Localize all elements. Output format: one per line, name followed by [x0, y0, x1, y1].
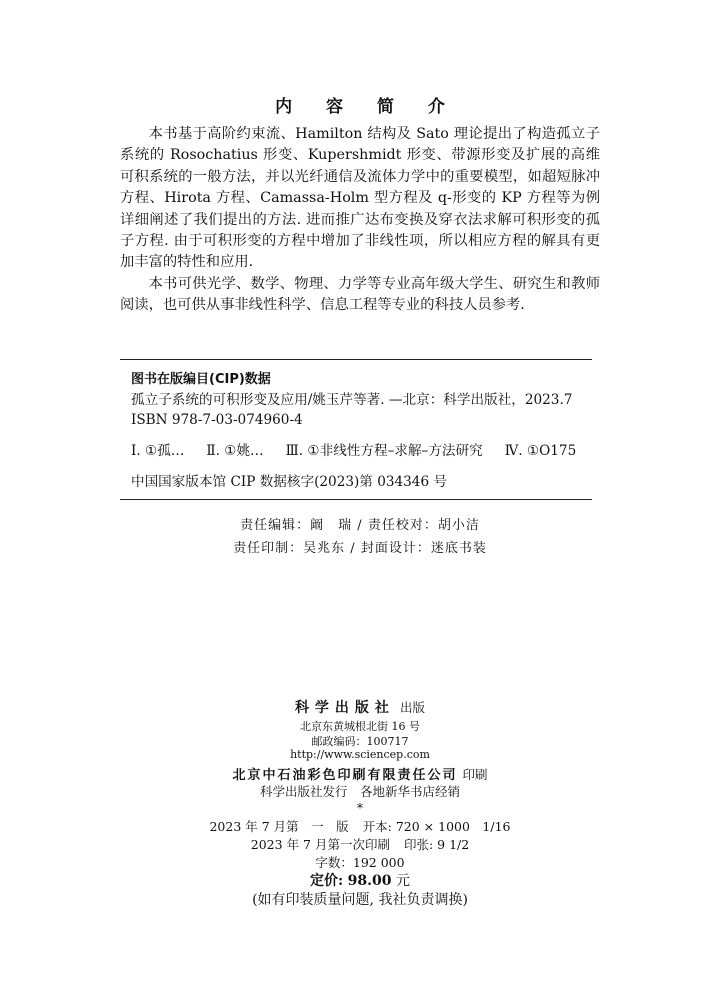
price-label: 定价:	[310, 873, 344, 889]
printer-line	[0, 764, 720, 783]
cip-record: 中国国家版本馆 CIP 数据核字(2023)第 034346 号	[131, 474, 448, 490]
publisher-line	[0, 697, 720, 717]
cip-top-rule	[120, 359, 592, 360]
cip-class-4: Ⅳ. ①O175	[504, 443, 577, 459]
cip-title-line: 孤立子系统的可积形变及应用/姚玉芹等著. —北京：科学出版社，2023.7	[131, 392, 573, 408]
publisher-address: 北京东黄城根北街 16 号	[300, 720, 420, 733]
publisher-postcode: 邮政编码：100717	[311, 735, 409, 748]
cip-isbn: ISBN 978-7-03-074960-4	[131, 412, 303, 428]
distribution-line: 科学出版社发行 各地新华书店经销	[259, 784, 460, 799]
credits-line-2: 责任印制：吴兆东 / 封面设计：迷底书装	[233, 541, 487, 556]
credits-line-1: 责任编辑：阚 瑞 / 责任校对：胡小洁	[240, 518, 480, 533]
price-line	[0, 870, 720, 890]
printer-name: 北京中石油彩色印刷有限责任公司	[232, 768, 458, 783]
price-value: 98.00	[347, 873, 392, 889]
cip-classification	[131, 441, 601, 461]
publisher-suffix: 出版	[400, 700, 426, 715]
book-format: 开本: 720 × 1000 1/16	[362, 819, 511, 834]
publisher-website: http://www.sciencep.com	[290, 748, 430, 761]
printing-date: 2023 年 7 月第一次印刷	[250, 837, 390, 852]
printing-line	[0, 835, 720, 853]
summary-paragraph-2: 本书可供光学、数学、物理、力学等专业高年级大学生、研究生和教师阅读，也可供从事非线性科学、信息工程等专业的科技人员参考.	[120, 275, 600, 314]
cip-class-2: Ⅱ. ①姚…	[206, 443, 264, 459]
summary-title: 内 容 简 介	[275, 97, 459, 117]
cip-heading: 图书在版编目(CIP)数据	[131, 372, 271, 387]
word-count: 字数：192 000	[315, 855, 405, 870]
edition-line	[0, 817, 720, 835]
price-unit: 元	[395, 873, 410, 889]
separator-star: *	[356, 800, 364, 815]
cip-bottom-rule	[120, 499, 592, 500]
printed-sheets: 印张: 9 1/2	[403, 837, 470, 852]
cip-class-3: Ⅲ. ①非线性方程–求解–方法研究	[285, 443, 483, 459]
quality-notice: (如有印装质量问题, 我社负责调换)	[252, 892, 468, 908]
cip-class-1: Ⅰ. ①孤…	[131, 443, 185, 459]
edition-date: 2023 年 7 月第 一 版	[209, 819, 349, 834]
summary-body	[120, 124, 600, 317]
summary-paragraph-1: 本书基于高阶约束流、Hamilton 结构及 Sato 理论提出了构造孤立子系统的 Rosochatius 形变、Kupershmidt 形变、带源形变及扩展的高维可积系统的一般方法，并以光纤通信及流体力学中的重要模型，如超短脉冲方程、Hirota 方程、Camassa-Holm 型方程及 q-形变的 KP 方程等为例详细阐述了我们提出的方法. 进而推广达布变换及穿衣法求解可积形变的孤子方程. 由于可积形变的方程中增加了非线性项，所以相应方程的解具有更加丰富的特性和应用.	[120, 126, 600, 271]
printer-suffix: 印刷	[462, 767, 488, 782]
publisher-name: 科学出版社	[294, 700, 395, 716]
